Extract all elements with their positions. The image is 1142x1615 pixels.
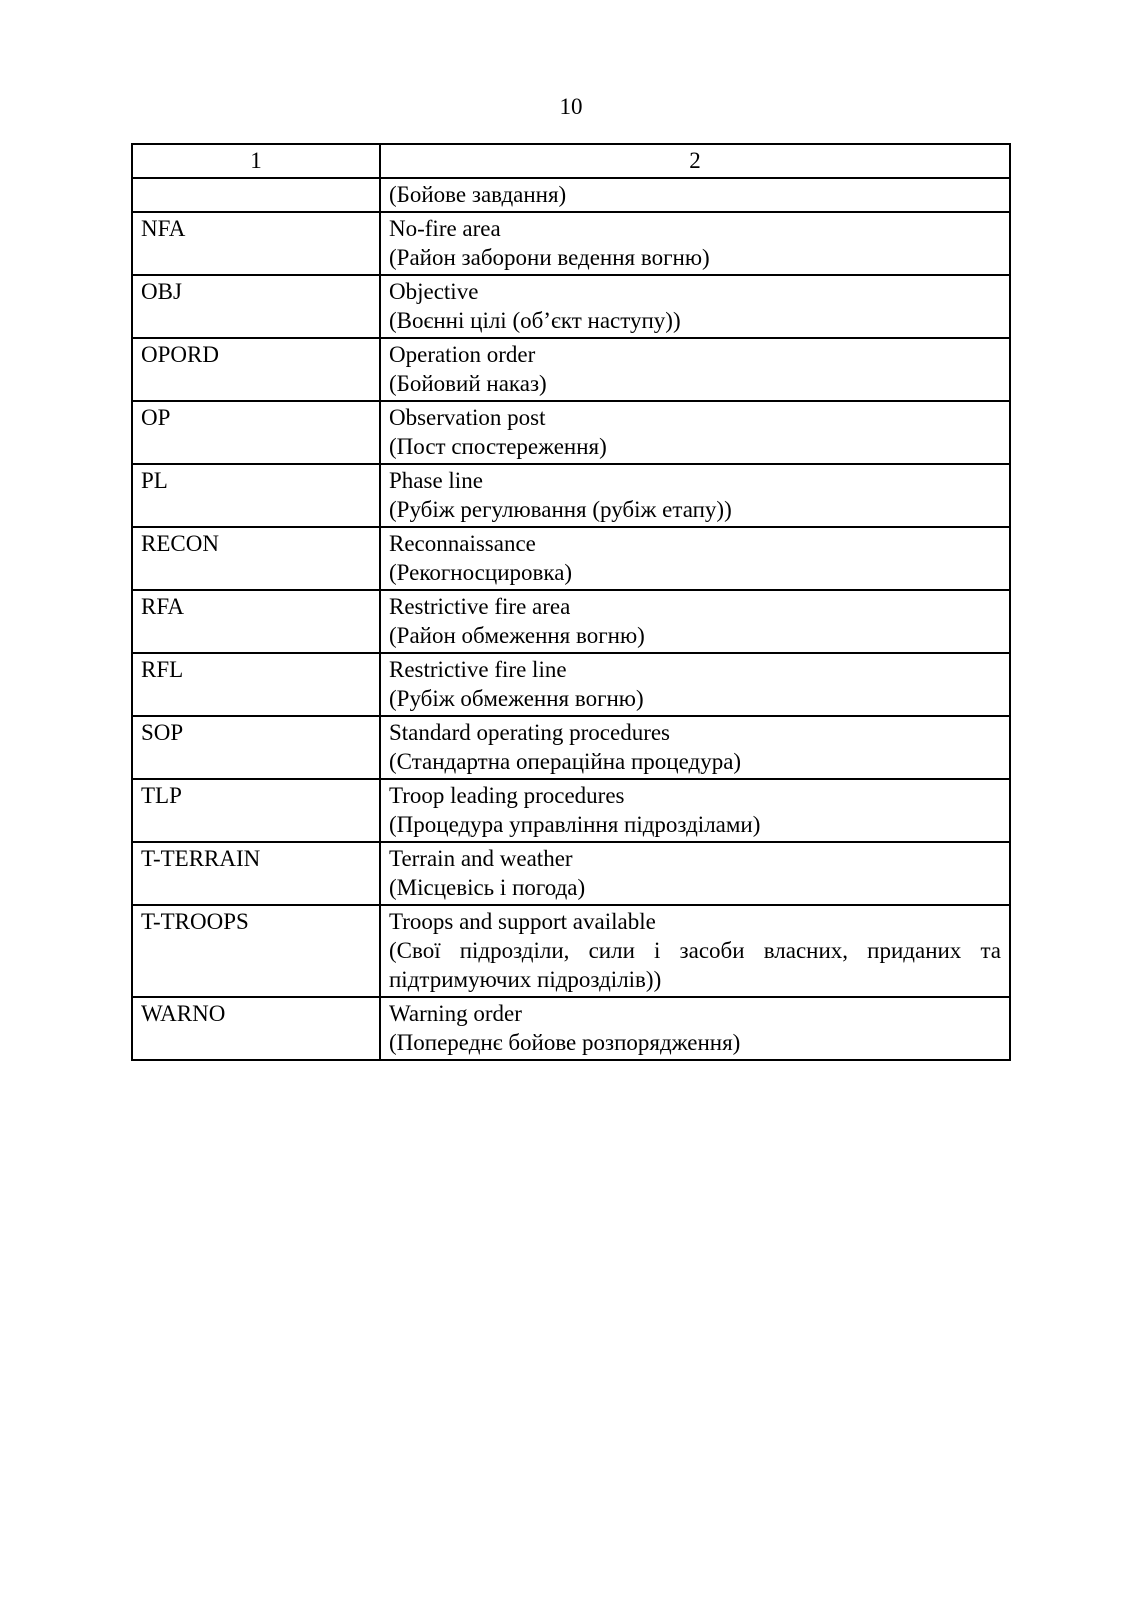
translation-text: (Рубіж обмеження вогню)	[389, 686, 644, 711]
term-text: Phase line	[389, 468, 483, 493]
term-text: No-fire area	[389, 216, 501, 241]
term-text: Reconnaissance	[389, 531, 536, 556]
term-text: Warning order	[389, 1001, 522, 1026]
abbreviations-table	[131, 143, 1011, 1061]
table-row	[132, 338, 1010, 401]
abbr-cell: TLP	[132, 779, 380, 842]
table-body	[132, 144, 1010, 1060]
definition-cell	[380, 779, 1010, 842]
abbr-cell	[132, 178, 380, 212]
table-header-row	[132, 144, 1010, 178]
abbr-cell: SOP	[132, 716, 380, 779]
translation-text: (Стандартна операційна процедура)	[389, 749, 742, 774]
translation-text: (Свої підрозділи, сили і засоби власних, приданих та підтримуючих підрозділів))	[389, 938, 1001, 992]
table-row	[132, 590, 1010, 653]
column-1-header: 1	[132, 144, 380, 178]
definition-cell	[380, 590, 1010, 653]
translation-text: (Процедура управління підрозділами)	[389, 812, 761, 837]
definition-cell	[380, 997, 1010, 1060]
table-row	[132, 212, 1010, 275]
table-row	[132, 401, 1010, 464]
translation-text: (Місцевісь і погода)	[389, 875, 586, 900]
term-text: Terrain and weather	[389, 846, 573, 871]
abbr-cell: T-TROOPS	[132, 905, 380, 997]
definition-cell	[380, 212, 1010, 275]
abbr-cell: OP	[132, 401, 380, 464]
definition-cell	[380, 842, 1010, 905]
translation-text: (Рекогносцировка)	[389, 560, 573, 585]
translation-text: (Рубіж регулювання (рубіж етапу))	[389, 497, 732, 522]
table-row	[132, 779, 1010, 842]
abbr-cell: OPORD	[132, 338, 380, 401]
abbr-cell: PL	[132, 464, 380, 527]
abbr-cell: RFA	[132, 590, 380, 653]
table-row	[132, 997, 1010, 1060]
term-text: Restrictive fire area	[389, 594, 571, 619]
definition-cell	[380, 716, 1010, 779]
table-row	[132, 464, 1010, 527]
definition-cell	[380, 401, 1010, 464]
table-row	[132, 527, 1010, 590]
abbr-cell: WARNO	[132, 997, 380, 1060]
term-text: Operation order	[389, 342, 536, 367]
table-row	[132, 653, 1010, 716]
table-row	[132, 842, 1010, 905]
abbr-cell: T-TERRAIN	[132, 842, 380, 905]
definition-cell	[380, 275, 1010, 338]
definition-cell	[380, 338, 1010, 401]
translation-text: (Район обмеження вогню)	[389, 623, 645, 648]
table-row	[132, 905, 1010, 997]
term-text: Restrictive fire line	[389, 657, 567, 682]
definition-cell	[380, 653, 1010, 716]
term-text: Observation post	[389, 405, 546, 430]
column-2-header: 2	[380, 144, 1010, 178]
abbr-cell: RFL	[132, 653, 380, 716]
translation-text: (Бойовий наказ)	[389, 371, 547, 396]
definition-cell	[380, 178, 1010, 212]
translation-text: (Бойове завдання)	[389, 182, 567, 207]
abbr-cell: RECON	[132, 527, 380, 590]
translation-text: (Пост спостереження)	[389, 434, 607, 459]
table-row	[132, 275, 1010, 338]
translation-text: (Попереднє бойове розпорядження)	[389, 1030, 741, 1055]
definition-cell	[380, 527, 1010, 590]
term-text: Objective	[389, 279, 479, 304]
definition-cell	[380, 464, 1010, 527]
term-text: Standard operating procedures	[389, 720, 671, 745]
abbr-cell: NFA	[132, 212, 380, 275]
translation-text: (Район заборони ведення вогню)	[389, 245, 710, 270]
page-number: 10	[559, 94, 583, 119]
term-text: Troop leading procedures	[389, 783, 625, 808]
translation-text: (Воєнні цілі (об’єкт наступу))	[389, 308, 681, 333]
term-text: Troops and support available	[389, 909, 656, 934]
table-row	[132, 178, 1010, 212]
abbr-cell: OBJ	[132, 275, 380, 338]
definition-cell	[380, 905, 1010, 997]
table-row	[132, 716, 1010, 779]
